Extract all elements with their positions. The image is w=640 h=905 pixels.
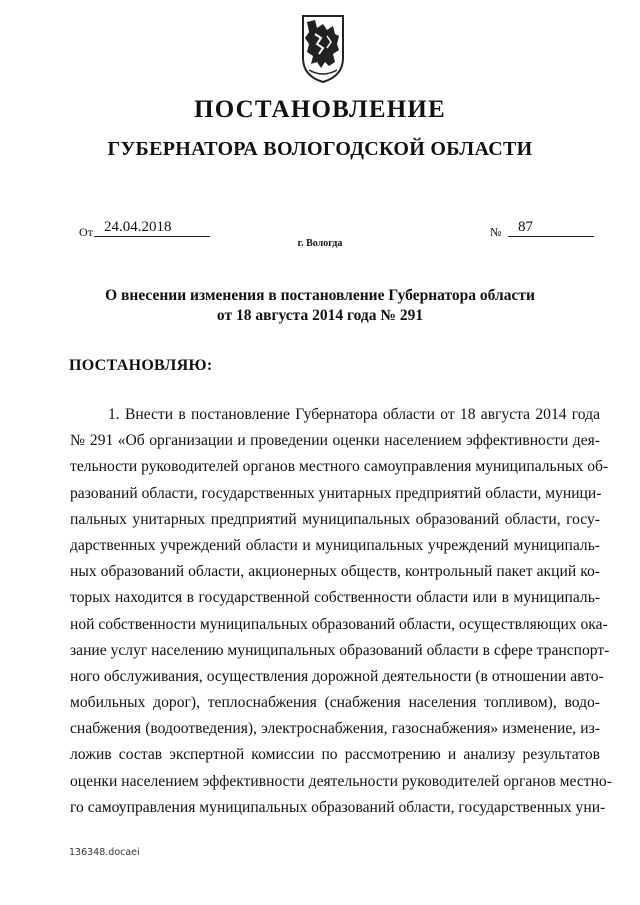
number-label: № bbox=[490, 225, 502, 239]
body-line: мобильных дорог), теплоснабжения (снабжения населения топливом), водо- bbox=[70, 694, 600, 712]
body-line: зание услуг населению муниципальных образований области в сфере транспорт- bbox=[70, 641, 610, 659]
coat-of-arms-icon bbox=[301, 14, 345, 84]
body-line: 1. Внести в постановление Губернатора области от 18 августа 2014 года bbox=[108, 406, 600, 423]
body-paragraph bbox=[70, 402, 612, 821]
body-line: оценки населением эффективности деятельности руководителей органов местно- bbox=[70, 772, 612, 790]
subject-line: О внесении изменения в постановление Губернатора области bbox=[105, 287, 535, 304]
body-line: го самоуправления муниципальных образований области, государственных уни- bbox=[70, 798, 606, 816]
date-underline bbox=[94, 236, 210, 237]
document-date: 24.04.2018 bbox=[104, 219, 172, 235]
document-title: ПОСТАНОВЛЕНИЕ bbox=[194, 96, 446, 123]
body-line: ной собственности муниципальных образований области, осуществляющих ока- bbox=[70, 615, 608, 633]
body-line: пальных унитарных предприятий муниципальных образований области, госу- bbox=[70, 510, 600, 528]
body-line: ложив состав экспертной комиссии по рассмотрению и анализу результатов bbox=[70, 746, 600, 764]
date-label: От bbox=[79, 225, 93, 239]
body-line: дарственных учреждений области и муниципальных учреждений муниципаль- bbox=[70, 536, 600, 554]
body-line: торых находится в государственной собственности области или в муниципаль- bbox=[70, 589, 600, 607]
decree-heading: ПОСТАНОВЛЯЮ: bbox=[69, 357, 213, 374]
city-label: г. Вологда bbox=[297, 238, 343, 249]
body-line: снабжения (водоотведения), электроснабжения, газоснабжения» изменение, из- bbox=[70, 720, 600, 738]
body-line: № 291 «Об организации и проведении оценки населением эффективности дея- bbox=[70, 432, 600, 450]
subject-line: от 18 августа 2014 года № 291 bbox=[216, 307, 424, 324]
body-line: ных образований области, акционерных обществ, контрольный пакет акций ко- bbox=[70, 563, 600, 581]
document-subtitle: ГУБЕРНАТОРА ВОЛОГОДСКОЙ ОБЛАСТИ bbox=[107, 138, 533, 160]
document-subject bbox=[0, 286, 640, 326]
body-line: тельности руководителей органов местного самоуправления муниципальных об- bbox=[70, 458, 609, 476]
file-reference: 136348.docaei bbox=[69, 847, 140, 858]
number-underline bbox=[508, 236, 594, 237]
body-line: разований области, государственных унитарных предприятий области, муници- bbox=[70, 484, 602, 502]
body-line: ного обслуживания, осуществления дорожной деятельности (в отношении авто- bbox=[70, 667, 604, 685]
document-number: 87 bbox=[518, 219, 533, 235]
